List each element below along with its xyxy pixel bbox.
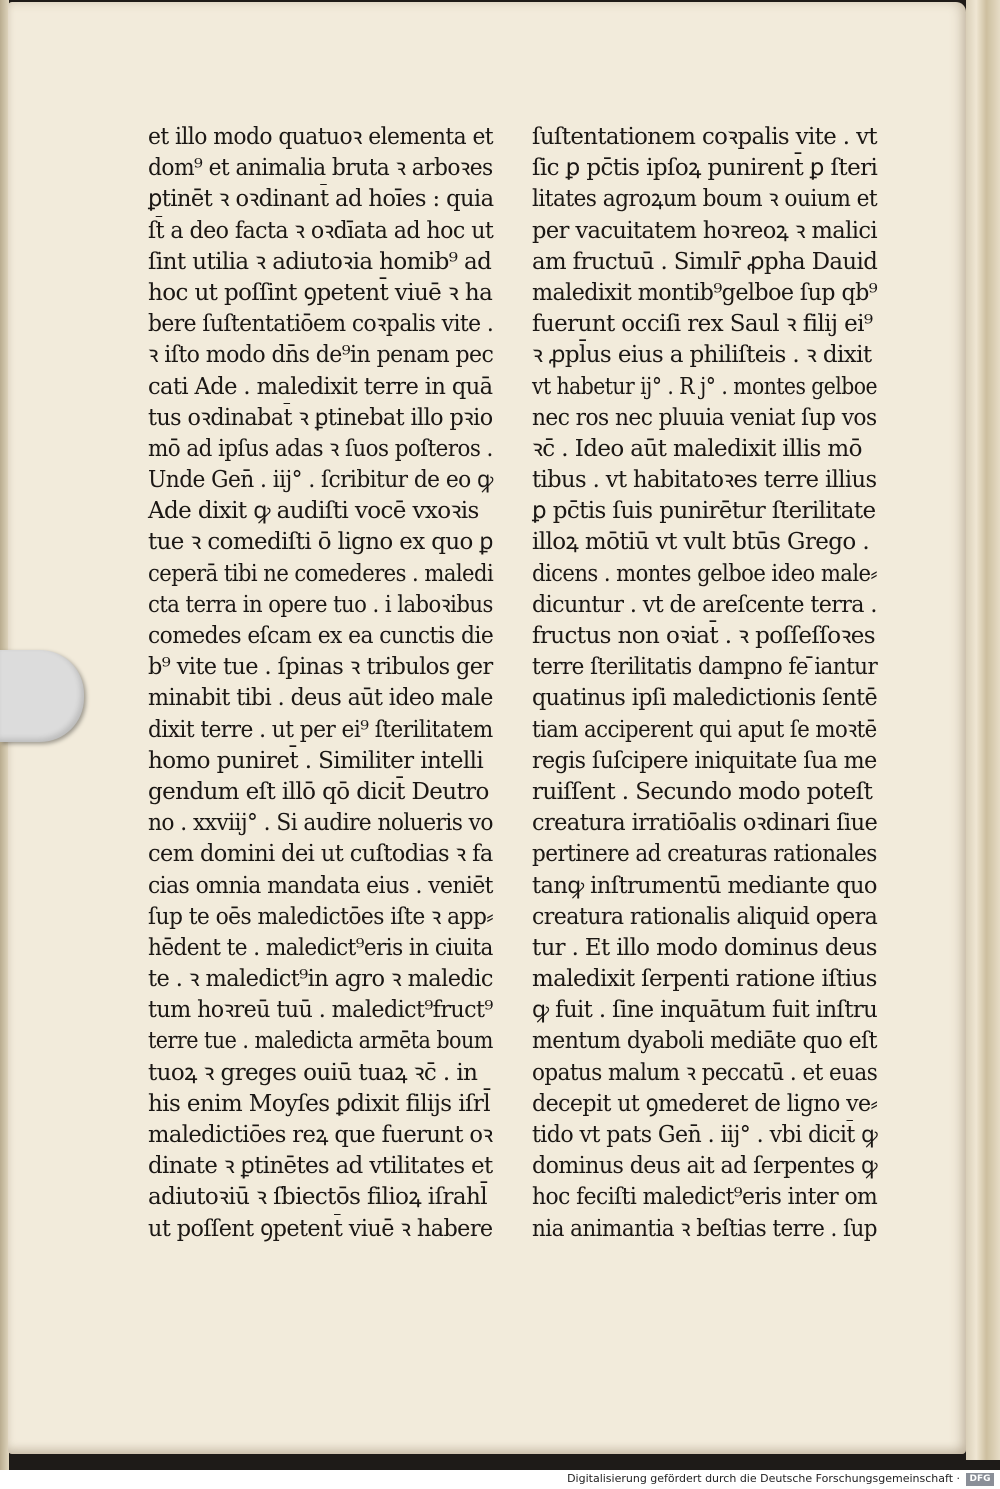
text-line: ꝛ iſto modo dn̄s de⁹in penam pec xyxy=(148,342,494,369)
text-line: te . ꝛ maledict⁹in agro ꝛ maledic xyxy=(148,966,493,993)
text-line: ruiſſent . Secundo modo poteſt xyxy=(532,778,873,805)
text-line: maledixit montib⁹gelboe ſup qb⁹ xyxy=(532,279,878,306)
text-line: tur . Et illo modo dominus deus xyxy=(532,934,877,961)
text-line: terre tue . maledicta armēta boum xyxy=(148,1028,493,1055)
text-line: minabit tibi . deus aūt ideo male xyxy=(148,685,493,712)
text-line: nec ros nec pluuia veniat ſup vos xyxy=(532,404,877,431)
dfg-logo: DFG xyxy=(966,1473,994,1486)
text-line: hoc ut poſſint ꝯpetent̄ viuē ꝛ ha xyxy=(148,279,493,306)
text-line: b⁹ vite tue . ſpinas ꝛ tribulos ger xyxy=(148,654,493,681)
text-line: pertinere ad creaturas rationales xyxy=(532,841,877,868)
text-line: tiam acciperent qui aput ſe moꝛtē xyxy=(532,716,877,743)
text-line: Ade dixit ꝙ audiſti vocē vxoꝛis xyxy=(148,498,479,525)
page-clip xyxy=(0,650,84,742)
text-line: hoc feciſti maledict⁹eris inter om xyxy=(532,1184,878,1211)
text-line: ut poſſent ꝯpetent̄ viuē ꝛ habere xyxy=(148,1215,493,1242)
text-line: tanꝙ inſtrumentū mediante quo xyxy=(532,872,877,899)
text-line: ꝑ pc̄tis ſuis punirētur ſterilitate xyxy=(532,498,876,525)
text-line: nia animantia ꝛ beſtias terre . ſup xyxy=(532,1215,877,1242)
text-line: tibus . vt habitatoꝛes terre illius xyxy=(532,467,877,494)
text-line: per vacuitatem hoꝛreoꝝ ꝛ malici xyxy=(532,217,878,244)
text-line: ꝛc̄ . Ideo aūt maledixit illis mō xyxy=(532,435,862,462)
text-line: ſup te oēs maledictōes iſte ꝛ app⸗ xyxy=(148,903,494,930)
text-line: adiutoꝛiū ꝛ ſbiectōs filioꝝ iſrahl̄ xyxy=(148,1184,487,1211)
text-line: ſic ꝑ pc̄tis ipſoꝝ punirent̄ ꝑ ſteri xyxy=(532,155,878,182)
text-line: Unde Gen̄ . iij° . ſcribitur de eo ꝙ xyxy=(148,467,493,494)
text-line: cem domini dei ut cuſtodias ꝛ fa xyxy=(148,841,493,868)
text-line: litates agroꝝum boum ꝛ ouium et xyxy=(532,186,878,213)
text-line: creatura rationalis aliquid opera xyxy=(532,903,878,930)
text-line: dicuntur . vt de areſcente terra . xyxy=(532,591,877,618)
text-line: dom⁹ et animalia bruta ꝛ arboꝛes xyxy=(148,155,493,182)
text-line: dixit terre . ut per ei⁹ ſterilitatem xyxy=(148,716,493,743)
text-line: bere ſuſtentatiōem coꝛpalis vite . xyxy=(148,311,494,338)
text-line: dinate ꝛ ꝑtinētes ad vtilitates et xyxy=(148,1153,493,1180)
text-line: fuerunt occiſi rex Saul ꝛ filij ei⁹ xyxy=(532,311,873,338)
text-line: dicens . montes gelboe ideo male⸗ xyxy=(532,560,877,587)
text-line: comedes eſcam ex ea cunctis die xyxy=(148,623,494,649)
text-line: ꝛ ꝓpl̄us eius a philiſteis . ꝛ dixit xyxy=(532,342,872,369)
text-line: illoꝝ mōtiū vt vult btūs Grego . xyxy=(532,529,870,556)
text-line: fructus non oꝛiat̄ . ꝛ poſſeſſoꝛes xyxy=(532,623,875,649)
page-edges xyxy=(966,0,1000,1460)
text-line: ꝙ fuit . ſine inquātum fuit inſtru xyxy=(532,997,878,1024)
text-line: ceperā tibi ne comederes . maledi xyxy=(148,560,494,587)
text-line: vt habetur ij° . R j° . montes gelboe xyxy=(532,373,877,400)
text-line: cias omnia mandata eius . veniēt xyxy=(148,872,493,899)
text-line: decepit ut ꝯmederet de ligno ve⸗ xyxy=(532,1090,878,1117)
text-line: quatinus ipſi maledictionis ſentē xyxy=(532,685,878,712)
text-line: tido vt pats Gen̄ . iij° . vbi dicit̄ ꝙ xyxy=(532,1122,878,1148)
text-line: mentum dyaboli mediāte quo eſt xyxy=(532,1028,877,1055)
text-line: opatus malum ꝛ peccatū . et euas xyxy=(532,1059,878,1086)
text-line: am fructuū . Simılr̄ ꝓpha Dauid xyxy=(532,248,878,275)
funding-credit: Digitalisierung gefördert durch die Deutsche Forschungsgemeinschaft · xyxy=(567,1472,960,1485)
text-line: ꝑtinēt ꝛ oꝛdinant̄ ad hoīes : quia xyxy=(148,186,494,213)
text-line: regis ſuſcipere iniquitate ſua me xyxy=(532,747,877,774)
left-text-column xyxy=(148,122,493,1245)
text-line: ſt̄ a deo facta ꝛ oꝛdīata ad hoc ut xyxy=(148,217,494,244)
text-line: creatura irratiōalis oꝛdinari ſiue xyxy=(532,810,878,837)
text-line: cta terra in opere tuo . i laboꝛibus xyxy=(148,591,493,618)
text-line: terre ſterilitatis dampno fe ̄iantur xyxy=(532,654,878,681)
text-line: tue ꝛ comediſti ō ligno ex quo ꝑ xyxy=(148,529,493,556)
text-line: maledixit ſerpenti ratione iſtius xyxy=(532,966,877,993)
text-line: gendum eſt illō qō dicit̄ Deutro xyxy=(148,778,489,805)
text-line: no . xxviij° . Si audire nolueris vo xyxy=(148,810,493,837)
right-text-column xyxy=(532,122,877,1245)
text-line: ſuſtentationem coꝛpalis vite . vt xyxy=(532,124,877,150)
text-line: cati Ade . maledixit terre in quā xyxy=(148,373,493,400)
text-line: et illo modo quatuoꝛ elementa et xyxy=(148,124,494,150)
text-line: homo puniret̄ . Similiter intelli xyxy=(148,747,484,774)
text-line: his enim Moyſes ꝑdixit filijs iſrl̄ xyxy=(148,1090,491,1117)
text-line: dominus deus ait ad ſerpentes ꝙ xyxy=(532,1153,878,1180)
text-line: tum hoꝛreū tuū . maledict⁹fruct⁹ xyxy=(148,997,493,1024)
text-line: ſint utilia ꝛ adiutoꝛia homib⁹ ad xyxy=(148,248,492,275)
text-line: hēdent te . maledict⁹eris in ciuita xyxy=(148,934,493,961)
text-line: tuoꝝ ꝛ greges ouiū tuaꝝ ꝛc̄ . in xyxy=(148,1059,478,1086)
text-line: tus oꝛdinabat̄ ꝛ ꝑtinebat illo pꝛio xyxy=(148,404,493,431)
text-line: maledictiōes reꝝ que fuerunt oꝛ xyxy=(148,1122,493,1148)
text-line: mō ad ipſus adas ꝛ ſuos poſteros . xyxy=(148,435,493,462)
footer-bar xyxy=(0,1470,1000,1489)
